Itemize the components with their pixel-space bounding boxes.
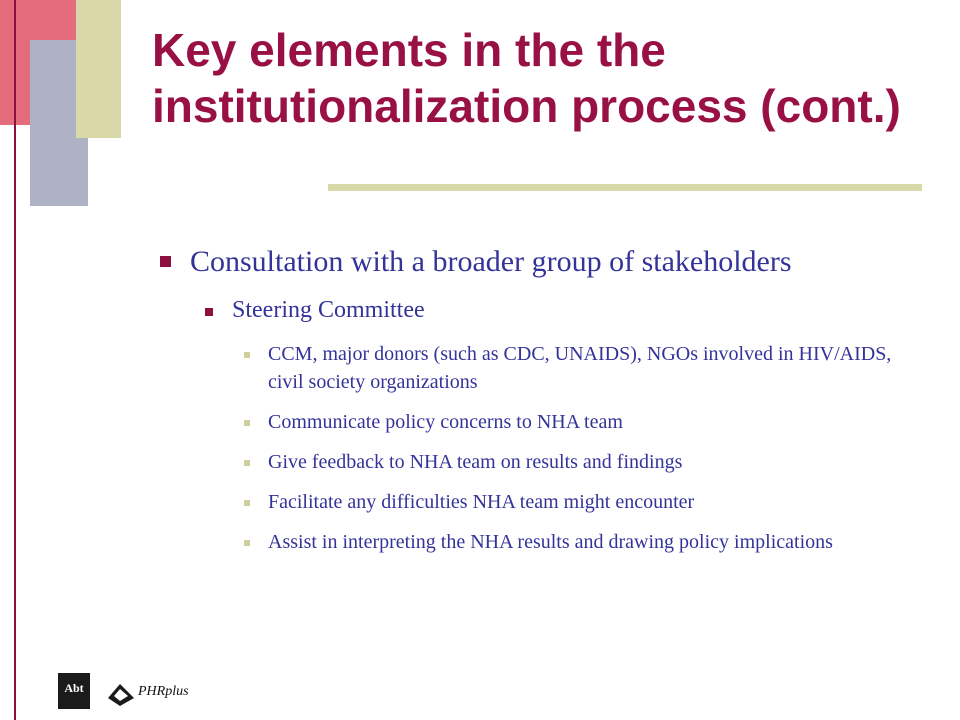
abt-logo <box>58 673 90 709</box>
square-bullet-icon <box>244 352 250 358</box>
square-bullet-icon <box>244 460 250 466</box>
bullet-level-1 <box>150 240 930 284</box>
bullet-level-2 <box>150 294 930 326</box>
decorative-vertical-line <box>14 0 16 720</box>
square-bullet-icon <box>244 420 250 426</box>
square-bullet-icon <box>244 540 250 546</box>
bullet-level-3 <box>150 448 930 476</box>
bullet-level-2-text: Steering Committee <box>232 297 425 323</box>
abt-logo-text: Abt <box>64 681 84 695</box>
phrplus-logo <box>104 676 194 710</box>
phrplus-logo-text: PHRplus <box>138 684 189 699</box>
bullet-level-3-text: Give feedback to NHA team on results and findings <box>268 451 683 473</box>
title-underline <box>328 184 922 191</box>
phrplus-logo-icon <box>104 676 138 710</box>
bullet-level-3 <box>150 528 930 556</box>
square-bullet-icon <box>160 256 171 267</box>
bullet-level-3-text: Communicate policy concerns to NHA team <box>268 411 623 433</box>
bullet-level-3-text: Assist in interpreting the NHA results and drawing policy implications <box>268 531 833 553</box>
sub-bullet-list <box>150 340 930 556</box>
square-bullet-icon <box>205 308 213 316</box>
bullet-level-3-text: CCM, major donors (such as CDC, UNAIDS), NGOs involved in HIV/AIDS, civil society organizations <box>268 343 892 393</box>
decorative-tan-block <box>76 0 121 138</box>
bullet-level-3-text: Facilitate any difficulties NHA team might encounter <box>268 491 695 513</box>
slide-title: Key elements in the the institutionalization process (cont.) <box>152 24 901 132</box>
bullet-level-3 <box>150 340 930 396</box>
square-bullet-icon <box>244 500 250 506</box>
slide-body <box>150 240 930 568</box>
bullet-level-1-text: Consultation with a broader group of stakeholders <box>190 245 792 278</box>
bullet-level-3 <box>150 408 930 436</box>
bullet-level-3 <box>150 488 930 516</box>
